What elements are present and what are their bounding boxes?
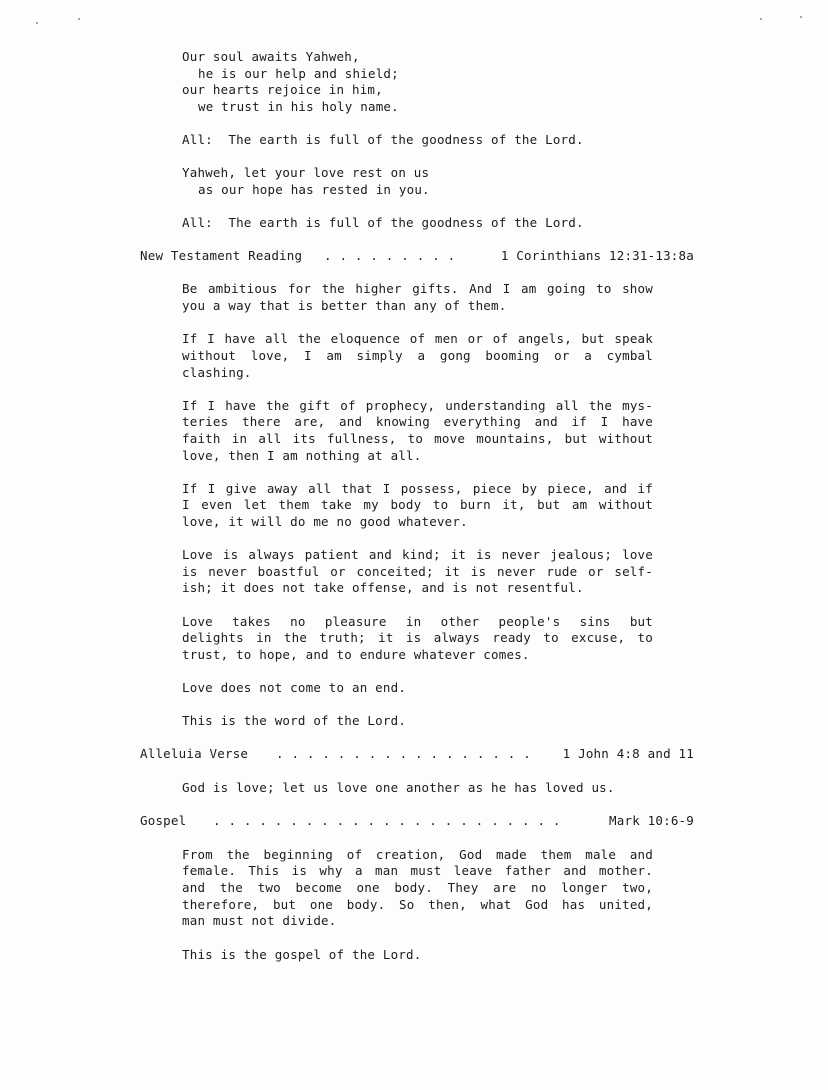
psalm-line: our hearts rejoice in him, [182, 82, 383, 97]
reading-line: Love does not come to an end. [182, 680, 407, 695]
leader-dots: . . . . . . . . . [324, 248, 456, 263]
psalm-line: he is our help and shield; [198, 66, 399, 81]
reading-line: ish; it does not take offense, and is not resentful. [182, 580, 584, 595]
reading-line: love, it will do me no good whatever. [182, 514, 468, 529]
psalm-line: we trust in his holy name. [198, 99, 399, 114]
section-reference-new-testament: 1 Corinthians 12:31-13:8a [500, 248, 694, 263]
scan-speck [36, 22, 38, 24]
reading-line: If I give away all that I possess, piece by piece, and if [182, 481, 653, 496]
scan-speck [800, 16, 802, 18]
reading-line: If I have all the eloquence of men or of angels, but speak [182, 331, 653, 346]
gospel-line: From the beginning of creation, God made them male and [182, 847, 653, 862]
reading-line: without love, I am simply a gong booming or a cymbal [182, 348, 653, 363]
gospel-line: man must not divide. [182, 913, 337, 928]
reading-line: trust, to hope, and to endure whatever comes. [182, 647, 530, 662]
section-title-new-testament: New Testament Reading [140, 248, 303, 263]
alleluia-verse: God is love; let us love one another as he has loved us. [182, 780, 615, 795]
psalm-response: All: The earth is full of the goodness of the Lord. [182, 132, 584, 147]
reading-line: is never boastful or conceited; it is never rude or self- [182, 564, 653, 579]
gospel-line: therefore, but one body. So then, what God has united, [182, 897, 653, 912]
reading-line: you a way that is better than any of them. [182, 298, 507, 313]
scan-speck [760, 18, 762, 20]
gospel-line: female. This is why a man must leave father and mother. [182, 863, 653, 878]
psalm-line: as our hope has rested in you. [198, 182, 430, 197]
reading-line: I even let them take my body to burn it, but am without [182, 497, 653, 512]
gospel-closing: This is the gospel of the Lord. [182, 947, 422, 962]
psalm-response: All: The earth is full of the goodness of the Lord. [182, 215, 584, 230]
section-title-gospel: Gospel [140, 813, 187, 828]
gospel-line: and the two become one body. They are no longer two, [182, 880, 653, 895]
section-reference-gospel: Mark 10:6-9 [609, 813, 694, 828]
reading-line: Love is always patient and kind; it is never jealous; love [182, 547, 653, 562]
reading-closing: This is the word of the Lord. [182, 713, 407, 728]
reading-line: love, then I am nothing at all. [182, 448, 422, 463]
reading-line: delights in the truth; it is always ready to excuse, to [182, 630, 653, 645]
reading-line: Be ambitious for the higher gifts. And I am going to show [182, 281, 653, 296]
reading-line: If I have the gift of prophecy, understanding all the mys- [182, 398, 653, 413]
scan-speck [78, 18, 80, 20]
leader-dots: . . . . . . . . . . . . . . . . . [276, 746, 531, 761]
section-title-alleluia: Alleluia Verse [140, 746, 249, 761]
reading-line: clashing. [182, 365, 252, 380]
reading-line: faith in all its fullness, to move mountains, but without [182, 431, 653, 446]
reading-line: Love takes no pleasure in other people's sins but [182, 614, 653, 629]
section-reference-alleluia: 1 John 4:8 and 11 [562, 746, 694, 761]
reading-line: teries there are, and knowing everything and if I have [182, 414, 653, 429]
psalm-line: Yahweh, let your love rest on us [182, 165, 430, 180]
leader-dots: . . . . . . . . . . . . . . . . . . . . . . . [213, 813, 561, 828]
psalm-line: Our soul awaits Yahweh, [182, 49, 360, 64]
